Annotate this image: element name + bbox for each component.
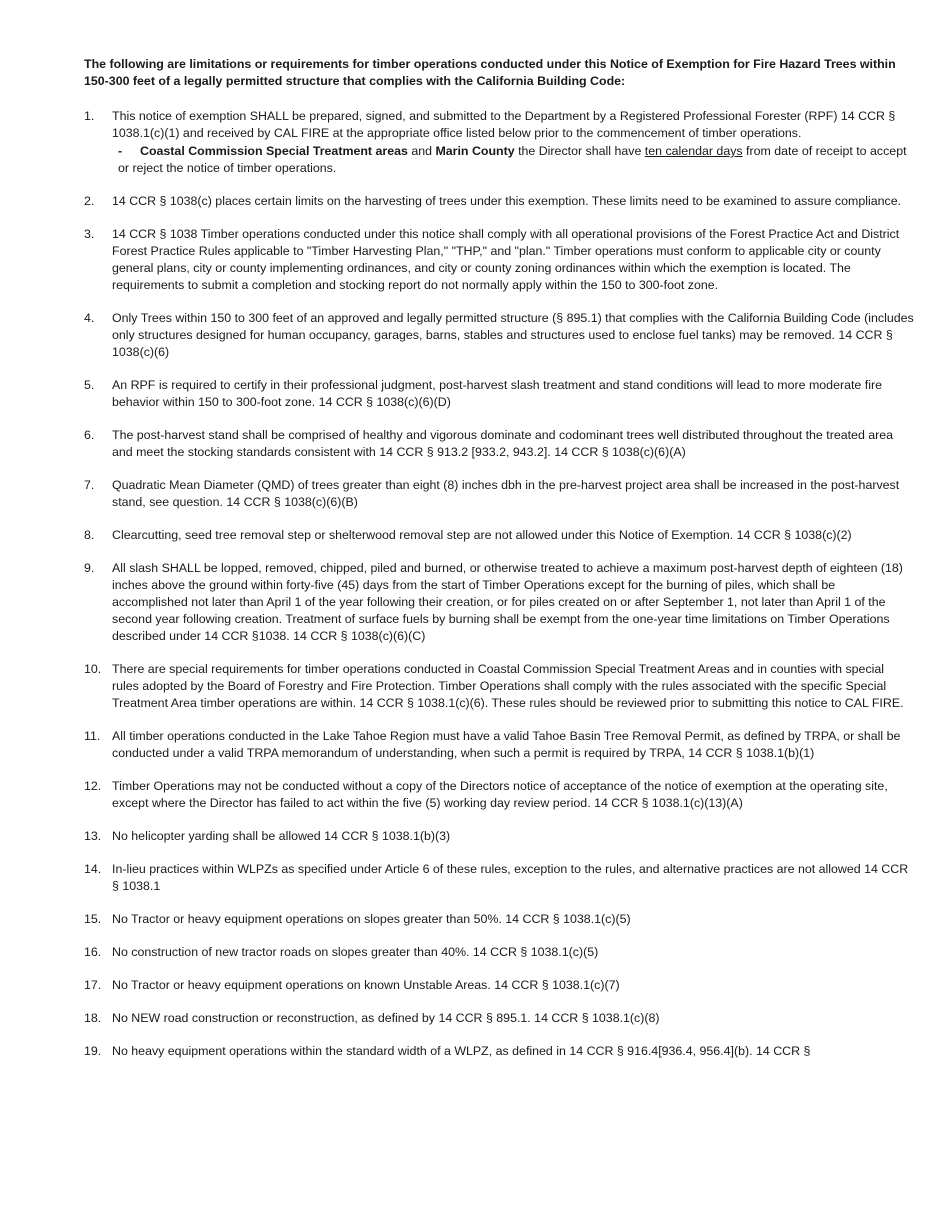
item-number: 3. xyxy=(84,227,95,241)
list-item xyxy=(84,828,914,845)
list-item xyxy=(84,911,914,928)
item-number: 11. xyxy=(84,729,101,743)
item-number: 2. xyxy=(84,194,95,208)
item-number: 16. xyxy=(84,945,102,959)
item-text: No heavy equipment operations within the standard width of a WLPZ, as defined in 14 CCR § 916.4[936.4, 956.4](b). 14 CCR § xyxy=(112,1044,811,1058)
list-item xyxy=(84,477,914,511)
item-text: Quadratic Mean Diameter (QMD) of trees greater than eight (8) inches dbh in the pre-harvest project area shall be increased in the post-harvest stand, see question. 14 CCR § 1038(c)(6)(B) xyxy=(112,478,900,509)
item-number: 12. xyxy=(84,779,102,793)
item-text: Only Trees within 150 to 300 feet of an approved and legally permitted structure (§ 895.1) that complies with the California Building Code (includes only structures designed for human occupancy, garages, barns, stables and structures used to enclose fuel tanks) may be removed. 14 CCR § 1038(c)(6) xyxy=(112,311,914,359)
list-item xyxy=(84,560,914,645)
item-text: All timber operations conducted in the Lake Tahoe Region must have a valid Tahoe Basin Tree Removal Permit, as defined by TRPA, or shall be conducted under a valid TRPA memorandum of understanding, when such a permit is required by TRPA, 14 CCR § 1038.1(b)(1) xyxy=(112,729,901,760)
item-text: No helicopter yarding shall be allowed 14 CCR § 1038.1(b)(3) xyxy=(112,829,451,843)
item-number: 17. xyxy=(84,978,102,992)
item-text: The post-harvest stand shall be comprised of healthy and vigorous dominate and codominant trees well distributed throughout the treated area and meet the stocking standards consistent with 14 CCR § 913.2 [933.2, 943.2]. 14 CCR § 1038(c)(6)(A) xyxy=(112,428,894,459)
sub-text: the Director shall have xyxy=(514,144,645,158)
item-number: 5. xyxy=(84,378,95,392)
list-item xyxy=(84,527,914,544)
item-text: This notice of exemption SHALL be prepared, signed, and submitted to the Department by a Registered Professional Forester (RPF) 14 CCR § 1038.1(c)(1) and received by CAL FIRE at the appropriate office listed below prior to the commencement of timber operations. xyxy=(112,109,896,140)
item-text: There are special requirements for timber operations conducted in Coastal Commission Special Treatment Areas and in counties with special rules adopted by the Board of Forestry and Fire Protection. Timber Operations shall comply with the rules associated with the specific Special Treatment Area timber operations are within. 14 CCR § 1038.1(c)(6). These rules should be reviewed prior to submitting this notice to CAL FIRE. xyxy=(112,662,904,710)
ten-calendar-days: ten calendar days xyxy=(644,144,743,158)
item-number: 13. xyxy=(84,829,102,843)
item-number: 1. xyxy=(84,109,95,123)
sub-bullet xyxy=(112,143,914,177)
list-item xyxy=(84,977,914,994)
item-text: Timber Operations may not be conducted without a copy of the Directors notice of acceptance of the notice of exemption at the operating site, except where the Director has failed to act within the five (5) working day review period. 14 CCR § 1038.1(c)(13)(A) xyxy=(112,779,888,810)
list-item xyxy=(84,310,914,361)
item-number: 14. xyxy=(84,862,102,876)
item-number: 6. xyxy=(84,428,95,442)
item-text: 14 CCR § 1038(c) places certain limits on the harvesting of trees under this exemption. These limits need to be examined to assure compliance. xyxy=(112,194,902,208)
list-item xyxy=(84,861,914,895)
list-item xyxy=(84,1010,914,1027)
item-text: All slash SHALL be lopped, removed, chipped, piled and burned, or otherwise treated to achieve a maximum post-harvest depth of eighteen (18) inches above the ground within forty-five (45) days from the start of Timber Operations except for the burning of piles, which shall be accomplished not later than April 1 of the year following their creation, or for piles created on or after September 1, not later than April 1 of the second year following creation. Treatment of surface fuels by burning shall be exempt from the one-year time limitations on Timber Operations described under 14 CCR §1038. 14 CCR § 1038(c)(6)(C) xyxy=(112,561,903,643)
item-text: Clearcutting, seed tree removal step or shelterwood removal step are not allowed under this Notice of Exemption. 14 CCR § 1038(c)(2) xyxy=(112,528,852,542)
item-number: 7. xyxy=(84,478,95,492)
list-item xyxy=(84,944,914,961)
list-item xyxy=(84,728,914,762)
list-item xyxy=(84,108,914,177)
list-item xyxy=(84,427,914,461)
list-item xyxy=(84,193,914,210)
list-item xyxy=(84,1043,914,1060)
coastal-commission-label: Coastal Commission Special Treatment areas xyxy=(140,144,408,158)
item-text: No NEW road construction or reconstruction, as defined by 14 CCR § 895.1. 14 CCR § 1038.1(c)(8) xyxy=(112,1011,660,1025)
document-page xyxy=(84,56,914,1076)
requirements-list xyxy=(84,108,914,1060)
item-number: 15. xyxy=(84,912,102,926)
item-text: In-lieu practices within WLPZs as specified under Article 6 of these rules, exception to the rules, and alternative practices are not allowed 14 CCR § 1038.1 xyxy=(112,862,909,893)
item-text: 14 CCR § 1038 Timber operations conducted under this notice shall comply with all operational provisions of the Forest Practice Act and District Forest Practice Rules applicable to "Timber Harvesting Plan," "THP," and "plan." Timber operations must conform to applicable city or county general plans, city or county implementing ordinances, and city or county zoning ordinances within which the exemption is located. The requirements to submit a completion and stocking report do not normally apply within the 150 to 300-foot zone. xyxy=(112,227,900,292)
item-number: 8. xyxy=(84,528,95,542)
dash-bullet: - xyxy=(118,144,123,158)
sub-text: and xyxy=(407,144,436,158)
item-number: 18. xyxy=(84,1011,102,1025)
item-number: 4. xyxy=(84,311,95,325)
item-text: No Tractor or heavy equipment operations on known Unstable Areas. 14 CCR § 1038.1(c)(7) xyxy=(112,978,620,992)
list-item xyxy=(84,661,914,712)
sub-text: from date of receipt to accept or reject the notice of timber operations. xyxy=(118,144,907,175)
list-item xyxy=(84,377,914,411)
list-item xyxy=(84,226,914,294)
list-item xyxy=(84,778,914,812)
intro-heading: The following are limitations or requirements for timber operations conducted under this Notice of Exemption for Fire Hazard Trees within 150-300 feet of a legally permitted structure that complies with the California Building Code: xyxy=(84,57,896,88)
item-number: 19. xyxy=(84,1044,102,1058)
item-text: No Tractor or heavy equipment operations on slopes greater than 50%. 14 CCR § 1038.1(c)(5) xyxy=(112,912,631,926)
item-text: An RPF is required to certify in their professional judgment, post-harvest slash treatment and stand conditions will lead to more moderate fire behavior within 150 to 300-foot zone. 14 CCR § 1038(c)(6)(D) xyxy=(112,378,882,409)
item-number: 9. xyxy=(84,561,95,575)
item-number: 10. xyxy=(84,662,102,676)
item-text: No construction of new tractor roads on slopes greater than 40%. 14 CCR § 1038.1(c)(5) xyxy=(112,945,599,959)
marin-county-label: Marin County xyxy=(435,144,515,158)
